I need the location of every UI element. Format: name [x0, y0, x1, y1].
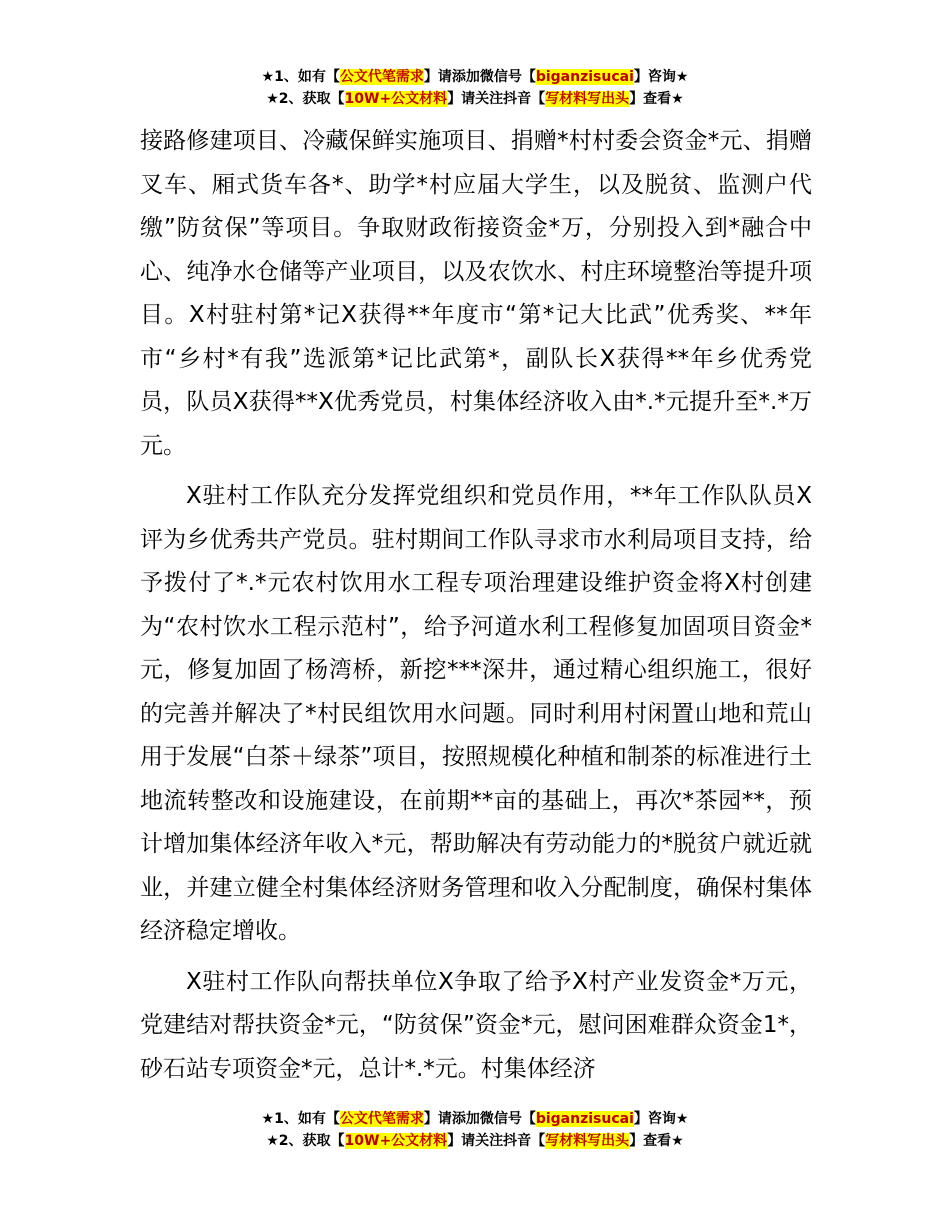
- highlight-wechat-id: biganzisucai: [535, 1111, 634, 1127]
- banner-text: 】请添加微信号【: [423, 1111, 536, 1127]
- paragraph-2: X驻村工作队充分发挥党组织和党员作用，**年工作队队员X评为乡优秀共产党员。驻村期间工作队寻求市水利局项目支持，给予拨付了*.*元农村饮用水工程专项治理建设维护资金将X村创建为“农村饮水工程示范村”，给予河道水利工程修复加固项目资金*元，修复加固了杨湾桥，新挖***深井，通过精心组织施工，很好的完善并解决了*村民组饮用水问题。同时利用村闲置山地和荒山用于发展“白茶＋绿茶”项目，按照规模化种植和制茶的标准进行土地流转整改和设施建设，在前期**亩的基础上，再次*茶园**，预计增加集体经济年收入*元，帮助解决有劳动能力的*脱贫户就近就业，并建立健全村集体经济财务管理和收入分配制度，确保村集体经济稳定增收。: [140, 483, 813, 944]
- footer-banner: [0, 1108, 950, 1152]
- banner-text: 】咨询★: [633, 69, 689, 85]
- highlight-ghostwriting: 公文代笔需求: [339, 1111, 424, 1127]
- banner-line-1: [0, 66, 950, 88]
- highlight-ghostwriting: 公文代笔需求: [339, 69, 424, 85]
- banner-line-2: [0, 88, 950, 110]
- highlight-douyin: 写材料写出头: [545, 91, 630, 107]
- banner-text: 】咨询★: [633, 1111, 689, 1127]
- banner-text: 】查看★: [629, 91, 684, 107]
- header-banner: [0, 66, 950, 110]
- paragraph-3: X驻村工作队向帮扶单位X争取了给予X村产业发资金*万元，党建结对帮扶资金*元，“防贫保”资金*元，慰问困难群众资金1*，砂石站专项资金*元，总计*.*元。村集体经济: [140, 968, 812, 1082]
- highlight-wechat-id: biganzisucai: [535, 69, 634, 85]
- banner-text: 】请关注抖音【: [447, 1133, 546, 1149]
- banner-text: 】查看★: [629, 1133, 684, 1149]
- banner-text: 】请添加微信号【: [423, 69, 536, 85]
- document-body: [140, 120, 812, 1091]
- banner-line-2: [0, 1130, 950, 1152]
- highlight-douyin: 写材料写出头: [545, 1133, 630, 1149]
- highlight-materials: 10W+公文材料: [344, 91, 448, 107]
- banner-text: 】请关注抖音【: [447, 91, 546, 107]
- banner-text: ★2、获取【: [266, 91, 345, 107]
- banner-text: ★2、获取【: [266, 1133, 345, 1149]
- paragraph-1: 接路修建项目、冷藏保鲜实施项目、捐赠*村村委会资金*元、捐赠叉车、厢式货车各*、助学*村应届大学生，以及脱贫、监测户代缴”防贫保”等项目。争取财政衔接资金*万，分别投入到*融合中心、纯净水仓储等产业项目，以及农饮水、村庄环境整治等提升项目。X村驻村第*记X获得**年度市“第*记大比武”优秀奖、**年市“乡村*有我”选派第*记比武第*，副队长X获得**年乡优秀党员，队员X获得**X优秀党员，村集体经济收入由*.*元提升至*.*万元。: [140, 128, 812, 459]
- banner-text: ★1、如有【: [261, 69, 340, 85]
- highlight-materials: 10W+公文材料: [344, 1133, 448, 1149]
- banner-text: ★1、如有【: [261, 1111, 340, 1127]
- banner-line-1: [0, 1108, 950, 1130]
